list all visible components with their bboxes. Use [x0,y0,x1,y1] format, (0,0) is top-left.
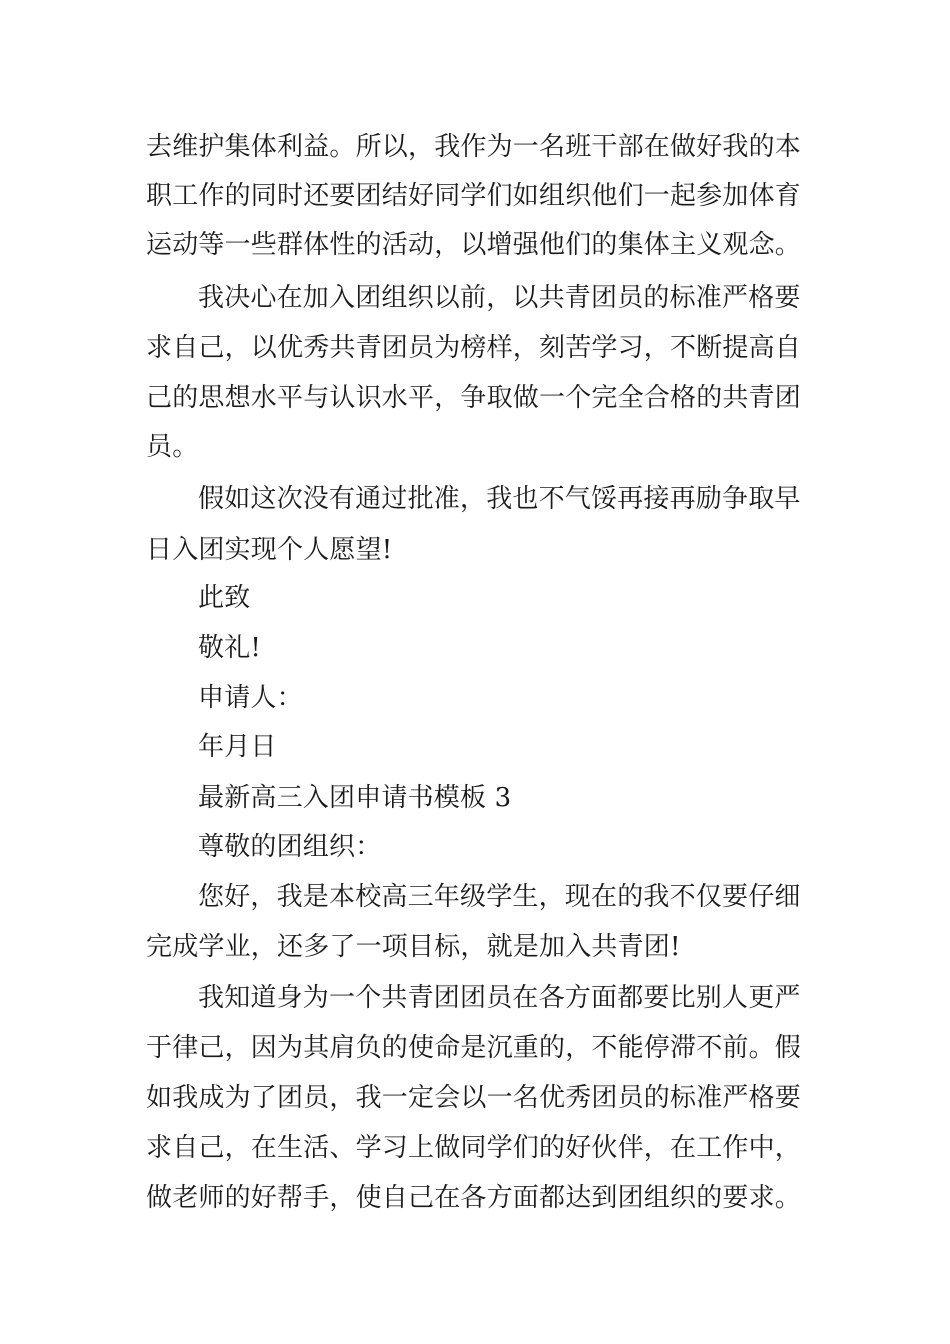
paragraph-line: 如我成为了团员，我一定会以一名优秀团员的标准严格要 [146,1083,802,1113]
paragraph-line: 求自己，以优秀共青团员为榜样，刻苦学习，不断提高自 [146,333,802,363]
paragraph-line: 于律己，因为其肩负的使命是沉重的，不能停滞不前。假 [146,1033,802,1063]
paragraph-line: 职工作的同时还要团结好同学们如组织他们一起参加体育 [146,181,802,211]
section-title: 最新高三入团申请书模板 3 [198,783,512,813]
paragraph-line: 完成学业，还多了一项目标，就是加入共青团! [146,932,681,962]
applicant-line: 申请人： [198,683,303,713]
paragraph-line: 日入团实现个人愿望! [146,535,393,565]
paragraph-line: 求自己，在生活、学习上做同学们的好伙伴，在工作中， [146,1133,802,1163]
paragraph-line: 员。 [146,432,199,462]
paragraph-line: 假如这次没有通过批准，我也不气馁再接再励争取早 [198,484,801,514]
closing-line: 此致 [198,583,251,613]
salutation-line: 尊敬的团组织： [198,832,382,862]
date-line: 年月日 [198,732,277,762]
paragraph-line: 运动等一些群体性的活动，以增强他们的集体主义观念。 [146,230,802,260]
closing-line: 敬礼! [198,633,262,663]
paragraph-line: 做老师的好帮手，使自己在各方面都达到团组织的要求。 [146,1183,802,1213]
paragraph-line: 您好，我是本校高三年级学生，现在的我不仅要仔细 [198,882,801,912]
paragraph-line: 己的思想水平与认识水平，争取做一个完全合格的共青团 [146,383,802,413]
paragraph-line: 我决心在加入团组织以前，以共青团员的标准严格要 [198,283,801,313]
paragraph-line: 去维护集体利益。所以，我作为一名班干部在做好我的本 [146,132,802,162]
paragraph-line: 我知道身为一个共青团团员在各方面都要比别人更严 [198,983,801,1013]
